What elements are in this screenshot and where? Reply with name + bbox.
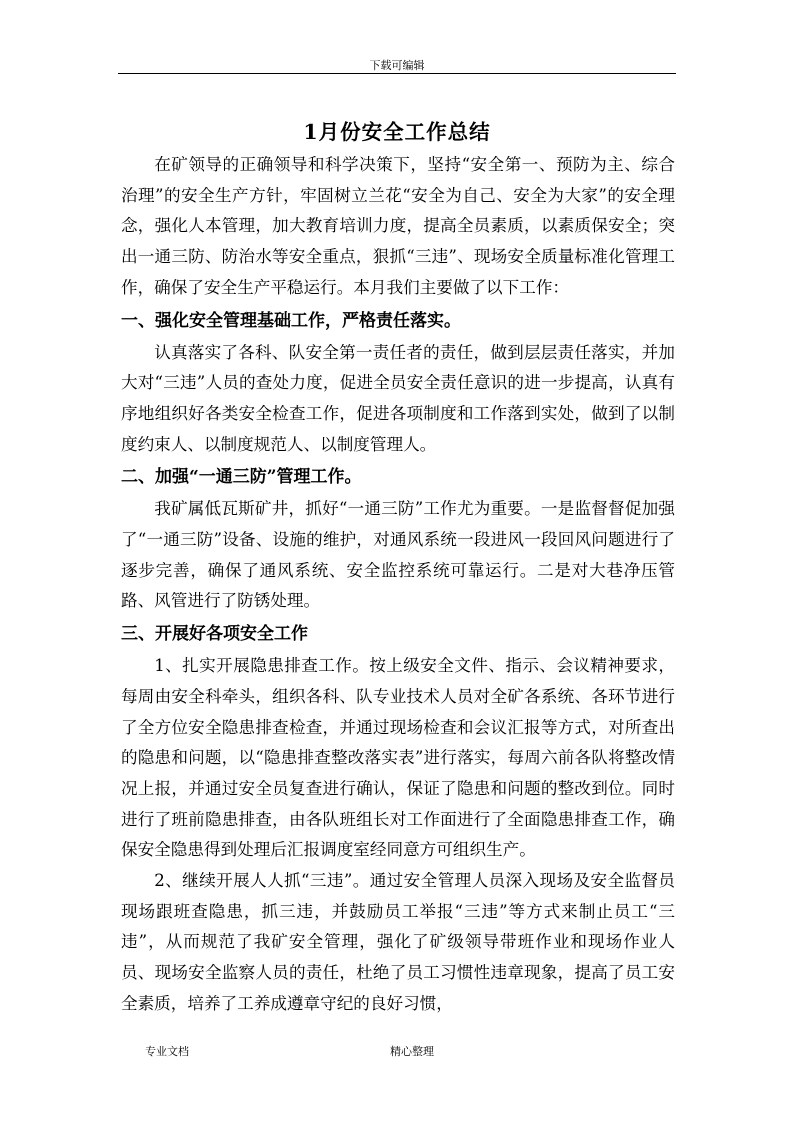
section-1-paragraph: 认真落实了各科、队安全第一责任者的责任，做到层层责任落实，并加大对“三违”人员的查处力度，促进全员安全责任意识的进一步提高，认真有序地组织好各类安全检查工作，促进各项制度和工作落到实处，做到了以制度约束人、以制度规范人、以制度管理人。 xyxy=(121,342,675,454)
footer-center-label: 精心整理 xyxy=(390,1045,434,1058)
section-1-heading: 一、强化安全管理基础工作，严格责任落实。 xyxy=(121,310,461,331)
section-3-heading: 三、开展好各项安全工作 xyxy=(121,624,308,645)
section-2-paragraph: 我矿属低瓦斯矿井，抓好“一通三防”工作尤为重要。一是监督督促加强了“一通三防”设备、设施的维护，对通风系统一段进风一段回风问题进行了逐步完善，确保了通风系统、安全监控系统可靠运行。二是对大巷净压管路、风管进行了防锈处理。 xyxy=(121,499,675,611)
section-3-paragraph-1: 1、扎实开展隐患排查工作。按上级安全文件、指示、会议精神要求，每周由安全科牵头，组织各科、队专业技术人员对全矿各系统、各环节进行了全方位安全隐患排查检查，并通过现场检查和会议汇报等方式，对所查出的隐患和问题，以“隐患排查整改落实表”进行落实，每周六前各队将整改情况上报，并通过安全员复查进行确认，保证了隐患和问题的整改到位。同时进行了班前隐患排查，由各队班组长对工作面进行了全面隐患排查工作，确保安全隐患得到处理后汇报调度室经同意方可组织生产。 xyxy=(121,656,675,860)
section-3-paragraph-2: 2、继续开展人人抓“三违”。通过安全管理人员深入现场及安全监督员现场跟班查隐患，抓三违，并鼓励员工举报“三违”等方式来制止员工“三违”，从而规范了我矿安全管理，强化了矿级领导带班作业和现场作业人员、现场安全监察人员的责任，杜绝了员工习惯性违章现象，提高了员工安全素质，培养了工养成遵章守纪的良好习惯， xyxy=(121,871,675,1013)
footer-left-label: 专业文档 xyxy=(145,1045,189,1058)
header-divider xyxy=(118,73,676,74)
document-title: 1月份安全工作总结 xyxy=(303,120,491,144)
section-2-heading: 二、加强“一通三防”管理工作。 xyxy=(121,467,362,488)
document-body xyxy=(121,150,675,1020)
page-header: 下载可编辑 xyxy=(369,59,425,72)
intro-paragraph: 在矿领导的正确领导和科学决策下，坚持“安全第一、预防为主、综合治理”的安全生产方针，牢固树立兰花“安全为自己、安全为大家”的安全理念，强化人本管理，加大教育培训力度，提高全员素质，以素质保安全；突出一通三防、防治水等安全重点，狠抓“三违”、现场安全质量标准化管理工作，确保了安全生产平稳运行。本月我们主要做了以下工作： xyxy=(121,155,675,297)
